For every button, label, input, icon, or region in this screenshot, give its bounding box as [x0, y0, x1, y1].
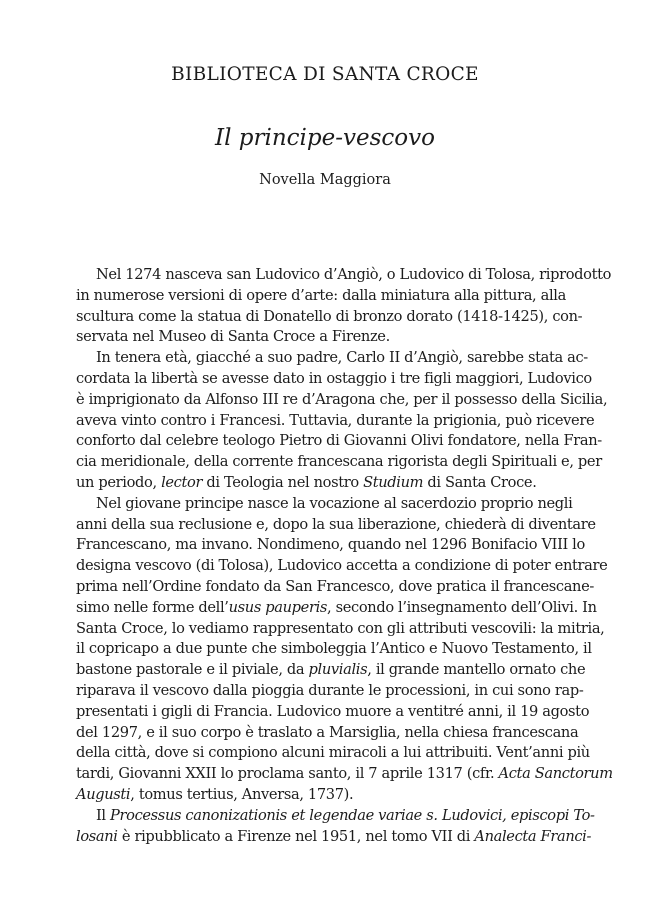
text-run: il copricapo a due punte che simboleggia l’Antico e Nuovo Testamento, il: [76, 640, 592, 658]
text-line: [76, 265, 612, 286]
text-run: in numerose versioni di opere d’arte: dalla miniatura alla pittura, alla: [76, 286, 566, 304]
text-line: [76, 452, 602, 473]
text-run: scultura come la statua di Donatello di bronzo dorato (1418-1425), con-: [76, 307, 583, 325]
text-run: tardi, Giovanni XXII lo proclama santo, il 7 aprile 1317 (cfr.: [76, 765, 499, 783]
text-line: [76, 431, 602, 452]
text-line: [76, 681, 584, 702]
text-run: servata nel Museo di Santa Croce a Firenze.: [76, 328, 390, 346]
text-run: un periodo,: [76, 473, 162, 491]
text-line: [76, 764, 613, 785]
text-run: del 1297, e il suo corpo è traslato a Marsiglia, nella chiesa francescana: [76, 723, 579, 741]
italic-text: Studium: [363, 473, 424, 491]
text-run: è ripubblicato a Firenze nel 1951, nel tomo VII di: [117, 827, 475, 845]
text-run: In tenera età, giacché a suo padre, Carlo II d’Angiò, sarebbe stata ac-: [96, 349, 588, 367]
text-line: [76, 411, 595, 432]
text-run: di Santa Croce.: [423, 473, 537, 491]
text-run: designa vescovo (di Tolosa), Ludovico accetta a condizione di poter entrare: [76, 557, 608, 575]
text-line: [76, 494, 573, 515]
text-line: [76, 390, 608, 411]
text-run: anni della sua reclusione e, dopo la sua liberazione, chiederà di diventare: [76, 515, 596, 533]
text-line: [76, 660, 586, 681]
text-line: [76, 286, 566, 307]
text-line: [76, 785, 558, 806]
text-run: riparava il vescovo dalla pioggia durante le processioni, in cui sono rap-: [76, 681, 584, 699]
article-author: Novella Maggiora: [259, 172, 391, 188]
text-line: [76, 806, 595, 827]
italic-text: losani: [76, 827, 118, 845]
text-run: della città, dove si compiono alcuni miracoli a lui attribuiti. Vent’anni più: [76, 744, 590, 762]
text-line: [76, 348, 588, 369]
text-run: cordata la libertà se avesse dato in ostaggio i tre figli maggiori, Ludovico: [76, 369, 592, 387]
running-head: BIBLIOTECA DI SANTA CROCE: [171, 64, 479, 85]
text-run: aveva vinto contro i Francesi. Tuttavia, durante la prigionia, può ricevere: [76, 411, 595, 429]
text-line: [76, 723, 579, 744]
text-run: Il: [96, 806, 111, 824]
text-line: [76, 327, 558, 348]
text-run: , tomus tertius, Anversa, 1737).: [130, 785, 354, 803]
text-run: Nel giovane principe nasce la vocazione al sacerdozio proprio negli: [96, 494, 573, 512]
text-line: [76, 619, 605, 640]
text-run: , il grande mantello ornato che: [367, 661, 586, 679]
text-line: [76, 369, 592, 390]
paragraph: [76, 806, 595, 848]
italic-text: Analecta Franci-: [474, 827, 592, 845]
italic-text: pluvialis: [308, 661, 368, 679]
text-run: Francescano, ma invano. Nondimeno, quando nel 1296 Bonifacio VIII lo: [76, 536, 585, 554]
italic-text: Acta Sanctorum: [498, 765, 613, 783]
italic-text: Processus canonizationis et legendae variae s. Ludovici, episcopi To-: [110, 806, 595, 824]
text-line: [76, 535, 585, 556]
paragraph: [76, 265, 612, 348]
text-run: bastone pastorale e il piviale, da: [76, 661, 309, 679]
text-run: , secondo l’insegnamento dell’Olivi. In: [327, 598, 597, 616]
text-run: conforto dal celebre teologo Pietro di Giovanni Olivi fondatore, nella Fran-: [76, 432, 602, 450]
italic-text: lector: [161, 473, 203, 491]
italic-text: usus pauperis: [228, 598, 328, 616]
paragraph: [76, 494, 613, 806]
article-title: Il principe-vescovo: [215, 125, 435, 151]
text-line: [76, 577, 594, 598]
paragraph: [76, 348, 608, 494]
text-line: [76, 639, 592, 660]
text-run: prima nell’Ordine fondato da San Francesco, dove pratica il francescane-: [76, 577, 594, 595]
text-line: [76, 598, 597, 619]
text-line: [76, 473, 558, 494]
text-run: simo nelle forme dell’: [76, 598, 229, 616]
body-text: [76, 265, 613, 847]
text-line: [76, 515, 596, 536]
text-run: di Teologia nel nostro: [202, 473, 364, 491]
text-run: Nel 1274 nasceva san Ludovico d’Angiò, o Ludovico di Tolosa, riprodotto: [96, 266, 612, 283]
text-line: [76, 743, 590, 764]
text-line: [76, 827, 592, 848]
text-line: [76, 556, 608, 577]
text-run: cia meridionale, della corrente francescana rigorista degli Spirituali e, per: [76, 453, 602, 471]
text-run: presentati i gigli di Francia. Ludovico muore a ventitré anni, il 19 agosto: [76, 702, 590, 720]
text-run: Santa Croce, lo vediamo rappresentato con gli attributi vescovili: la mitria,: [76, 619, 605, 637]
text-line: [76, 307, 583, 328]
text-line: [76, 702, 590, 723]
italic-text: Augusti: [76, 785, 131, 803]
text-run: è imprigionato da Alfonso III re d’Aragona che, per il possesso della Sicilia,: [76, 390, 608, 408]
